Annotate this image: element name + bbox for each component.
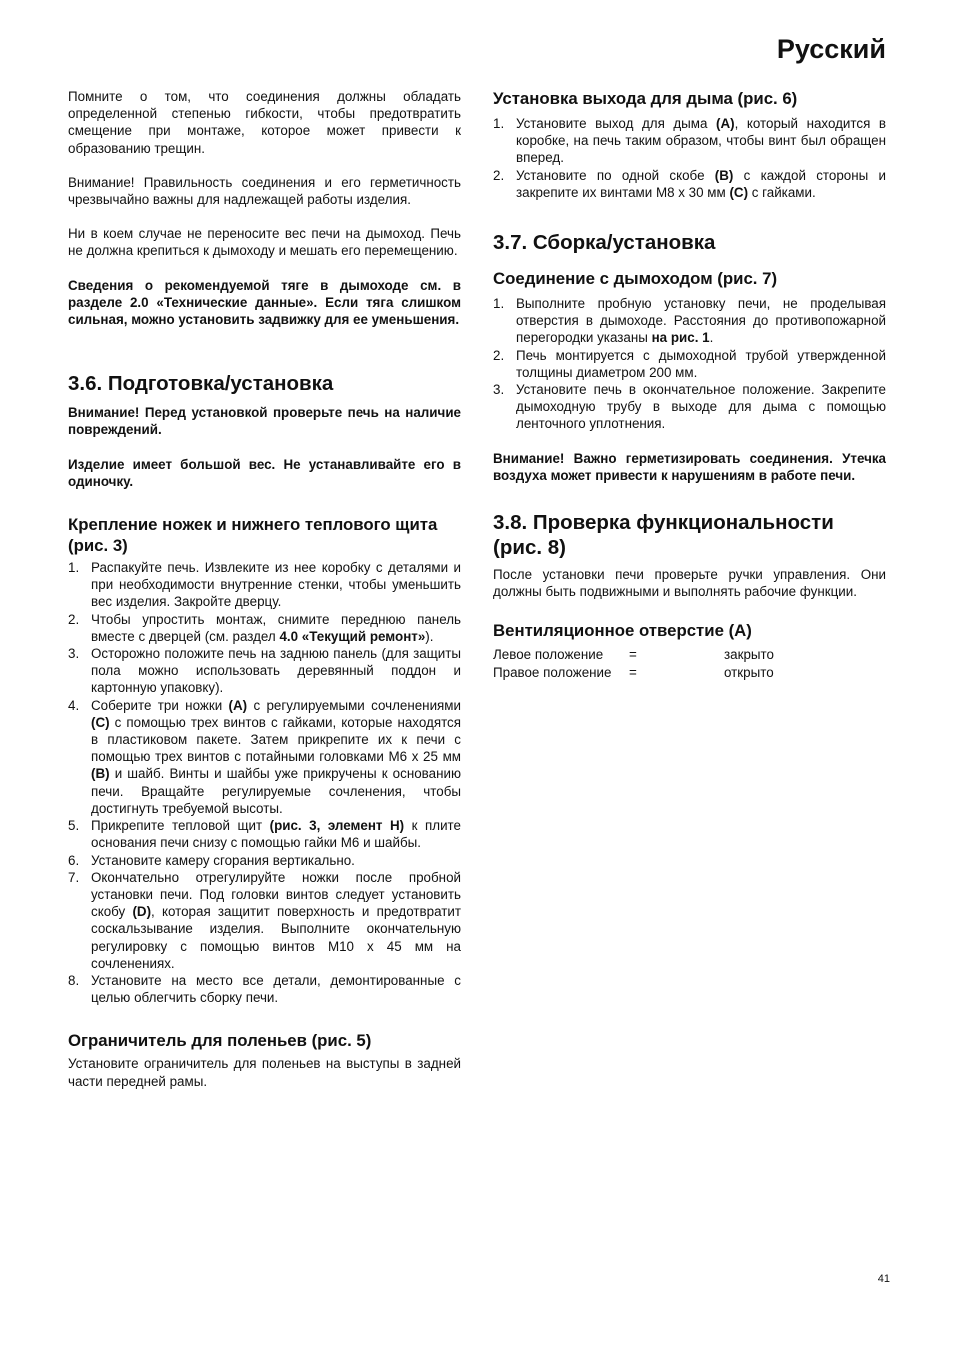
step-text: с помощью трех винтов с гайками, которые находятся в пластиковом пакете. Затем прикрепите их к печи с помощью трех винтов с потайными головками M6 x 25 мм [91,714,461,765]
logs-text: Установите ограничитель для поленьев на выступы в задней части передней рамы. [68,1056,461,1089]
step-text: с каждой стороны и закрепите их винтами M8 x 30 мм [516,167,886,200]
step-text: с регулируемыми сочленениями [247,697,461,713]
vent-position-label: Правое положение [493,664,612,680]
list-item [68,559,461,611]
step-text: к плите основания печи снизу с помощью гайки M6 и шайбы. [91,818,461,851]
draft-note: Сведения о рекомендуемой тяге в дымоходе см. в разделе 2.0 «Технические данные». Если тяга слишком сильная, можно установить задвижку для ее уменьшения. [68,277,461,328]
list-item [493,295,886,347]
section-3-8-title: 3.8. Проверка функциональности (рис. 8) [493,511,834,560]
step-number: 1. [493,116,505,131]
step-text: Установите по одной скобе [516,167,715,183]
step-number: 5. [68,818,80,834]
smoke-outlet-subtitle: Установка выхода для дыма (рис. 6) [493,89,798,108]
intro-paragraph-2: Внимание! Правильность соединения и его герметичность чрезвычайно важны для надлежащей работы изделия. [68,174,461,208]
list-item [493,381,886,433]
part-label: (D) [132,904,152,920]
step-number: 1. [493,296,505,312]
step-text: Прикрепите тепловой щит [91,818,270,834]
list-item [68,611,461,645]
page-number: 41 [877,1273,890,1285]
figure-reference: на рис. 1 [651,330,710,346]
section-3-6-title: 3.6. Подготовка/установка [68,372,334,396]
part-label: (B) [91,766,110,782]
vent-position-label: Левое положение [493,647,604,663]
step-text: Установите выход для дыма [516,116,717,131]
step-text: и шайб. Винты и шайбы уже прикручены к основанию печи. Вращайте регулируемые сочленения, чтобы достигнуть требуемой высоты. [91,766,461,816]
step-number: 2. [68,611,80,627]
list-item [68,697,461,817]
part-label: (B) [714,167,734,183]
damage-warning: Внимание! Перед установкой проверьте печь на наличие повреждений. [68,405,461,438]
step-number: 6. [68,852,80,868]
step-number: 8. [68,972,80,988]
chimney-subtitle: Соединение с дымоходом (рис. 7) [493,269,778,289]
intro-paragraph-1: Помните о том, что соединения должны обладать определенной степенью гибкости, чтобы предотвратить смещение при монтаже, которое может привести к образованию трещин. [68,89,461,156]
step-number: 4. [68,697,80,713]
step-text: , которая защитит поверхность и предотвратит соскальзывание изделия. Выполните окончательную регулировку с помощью винтов M10 x 45 мм на сочленениях. [91,904,461,971]
vent-subtitle: Вентиляционное отверстие (A) [493,621,752,641]
list-item [68,645,461,697]
vent-positions [493,646,886,680]
part-label: (C) [91,714,110,730]
chimney-steps [493,295,886,433]
equals-sign: = [629,647,637,663]
list-item [493,167,886,201]
weight-warning: Изделие имеет большой вес. Не устанавливайте его в одиночку. [68,456,461,489]
list-item [68,869,461,972]
step-number: 1. [68,560,80,576]
list-item [493,347,886,381]
part-label: (C) [729,184,749,200]
function-check-text: После установки печи проверьте ручки управления. Они должны быть подвижными и выполнять рабочие функции. [493,567,886,600]
step-text: Установите печь в окончательное положение. Закрепите дымоходную трубу в выходе для дыма с помощью ленточного уплотнения. [516,382,886,432]
step-number: 2. [493,347,505,363]
step-text: Осторожно положите печь на заднюю панель (для защиты пола можно использовать деревянный поддон и картонную упаковку). [91,646,461,696]
step-text: Установите камеру сгорания вертикально. [91,852,355,868]
language-heading: Русский [776,34,886,64]
right-column [493,88,886,681]
intro-paragraph-3: Ни в коем случае не переносите вес печи на дымоход. Печь не должна крепиться к дымоходу и мешать его перемещению. [68,226,461,259]
list-item [493,115,886,167]
step-text: Выполните пробную установку печи, не проделывая отверстия в дымоходе. Расстояния до противопожарной перегородки указаны [516,296,886,346]
section-reference: 4.0 «Текущий ремонт» [279,628,426,644]
step-text: . [709,330,714,346]
legs-subtitle: Крепление ножек и нижнего теплового щита (рис. 3) [68,515,438,556]
figure-reference: (рис. 3, элемент H) [269,818,405,834]
step-number: 7. [68,869,80,885]
step-text: Окончательно отрегулируйте ножки после пробной установки печи. Под головки винтов следует установить скобу [91,869,461,920]
list-item [68,972,461,1006]
equals-sign: = [629,664,637,680]
step-text: Печь монтируется с дымоходной трубой утвержденной толщины диаметром 200 мм. [516,347,886,380]
step-text: Чтобы упростить монтаж, снимите переднюю панель вместе с дверцей (см. раздел [91,611,461,644]
step-number: 3. [68,646,80,662]
seal-warning: Внимание! Важно герметизировать соединения. Утечка воздуха может привести к нарушениям в работе печи. [493,450,886,483]
step-text: ). [425,628,434,644]
step-text: Соберите три ножки [91,697,229,713]
step-number: 3. [493,382,505,398]
step-text: Распакуйте печь. Извлеките из нее коробку с деталями и при необходимости внутренние стенки, чтобы уменьшить вес изделия. Закройте дверцу. [91,560,461,610]
list-item [68,852,461,869]
list-item [68,817,461,851]
legs-steps [68,559,461,1006]
step-text: с гайками. [748,184,816,200]
left-column [68,88,461,1090]
step-text: , который находится в коробке, на печь таким образом, чтобы винт был обращен вперед. [516,116,886,166]
step-text: Установите на место все детали, демонтированные с целью облегчить сборку печи. [91,972,461,1006]
part-label: (A) [228,697,248,713]
smoke-outlet-steps [493,115,886,201]
part-label: (A) [716,116,735,131]
vent-state: закрыто [724,647,774,663]
step-number: 2. [493,167,505,183]
logs-subtitle: Ограничитель для поленьев (рис. 5) [68,1031,372,1051]
section-3-7-title: 3.7. Сборка/установка [493,231,716,255]
vent-state: открыто [724,664,774,680]
